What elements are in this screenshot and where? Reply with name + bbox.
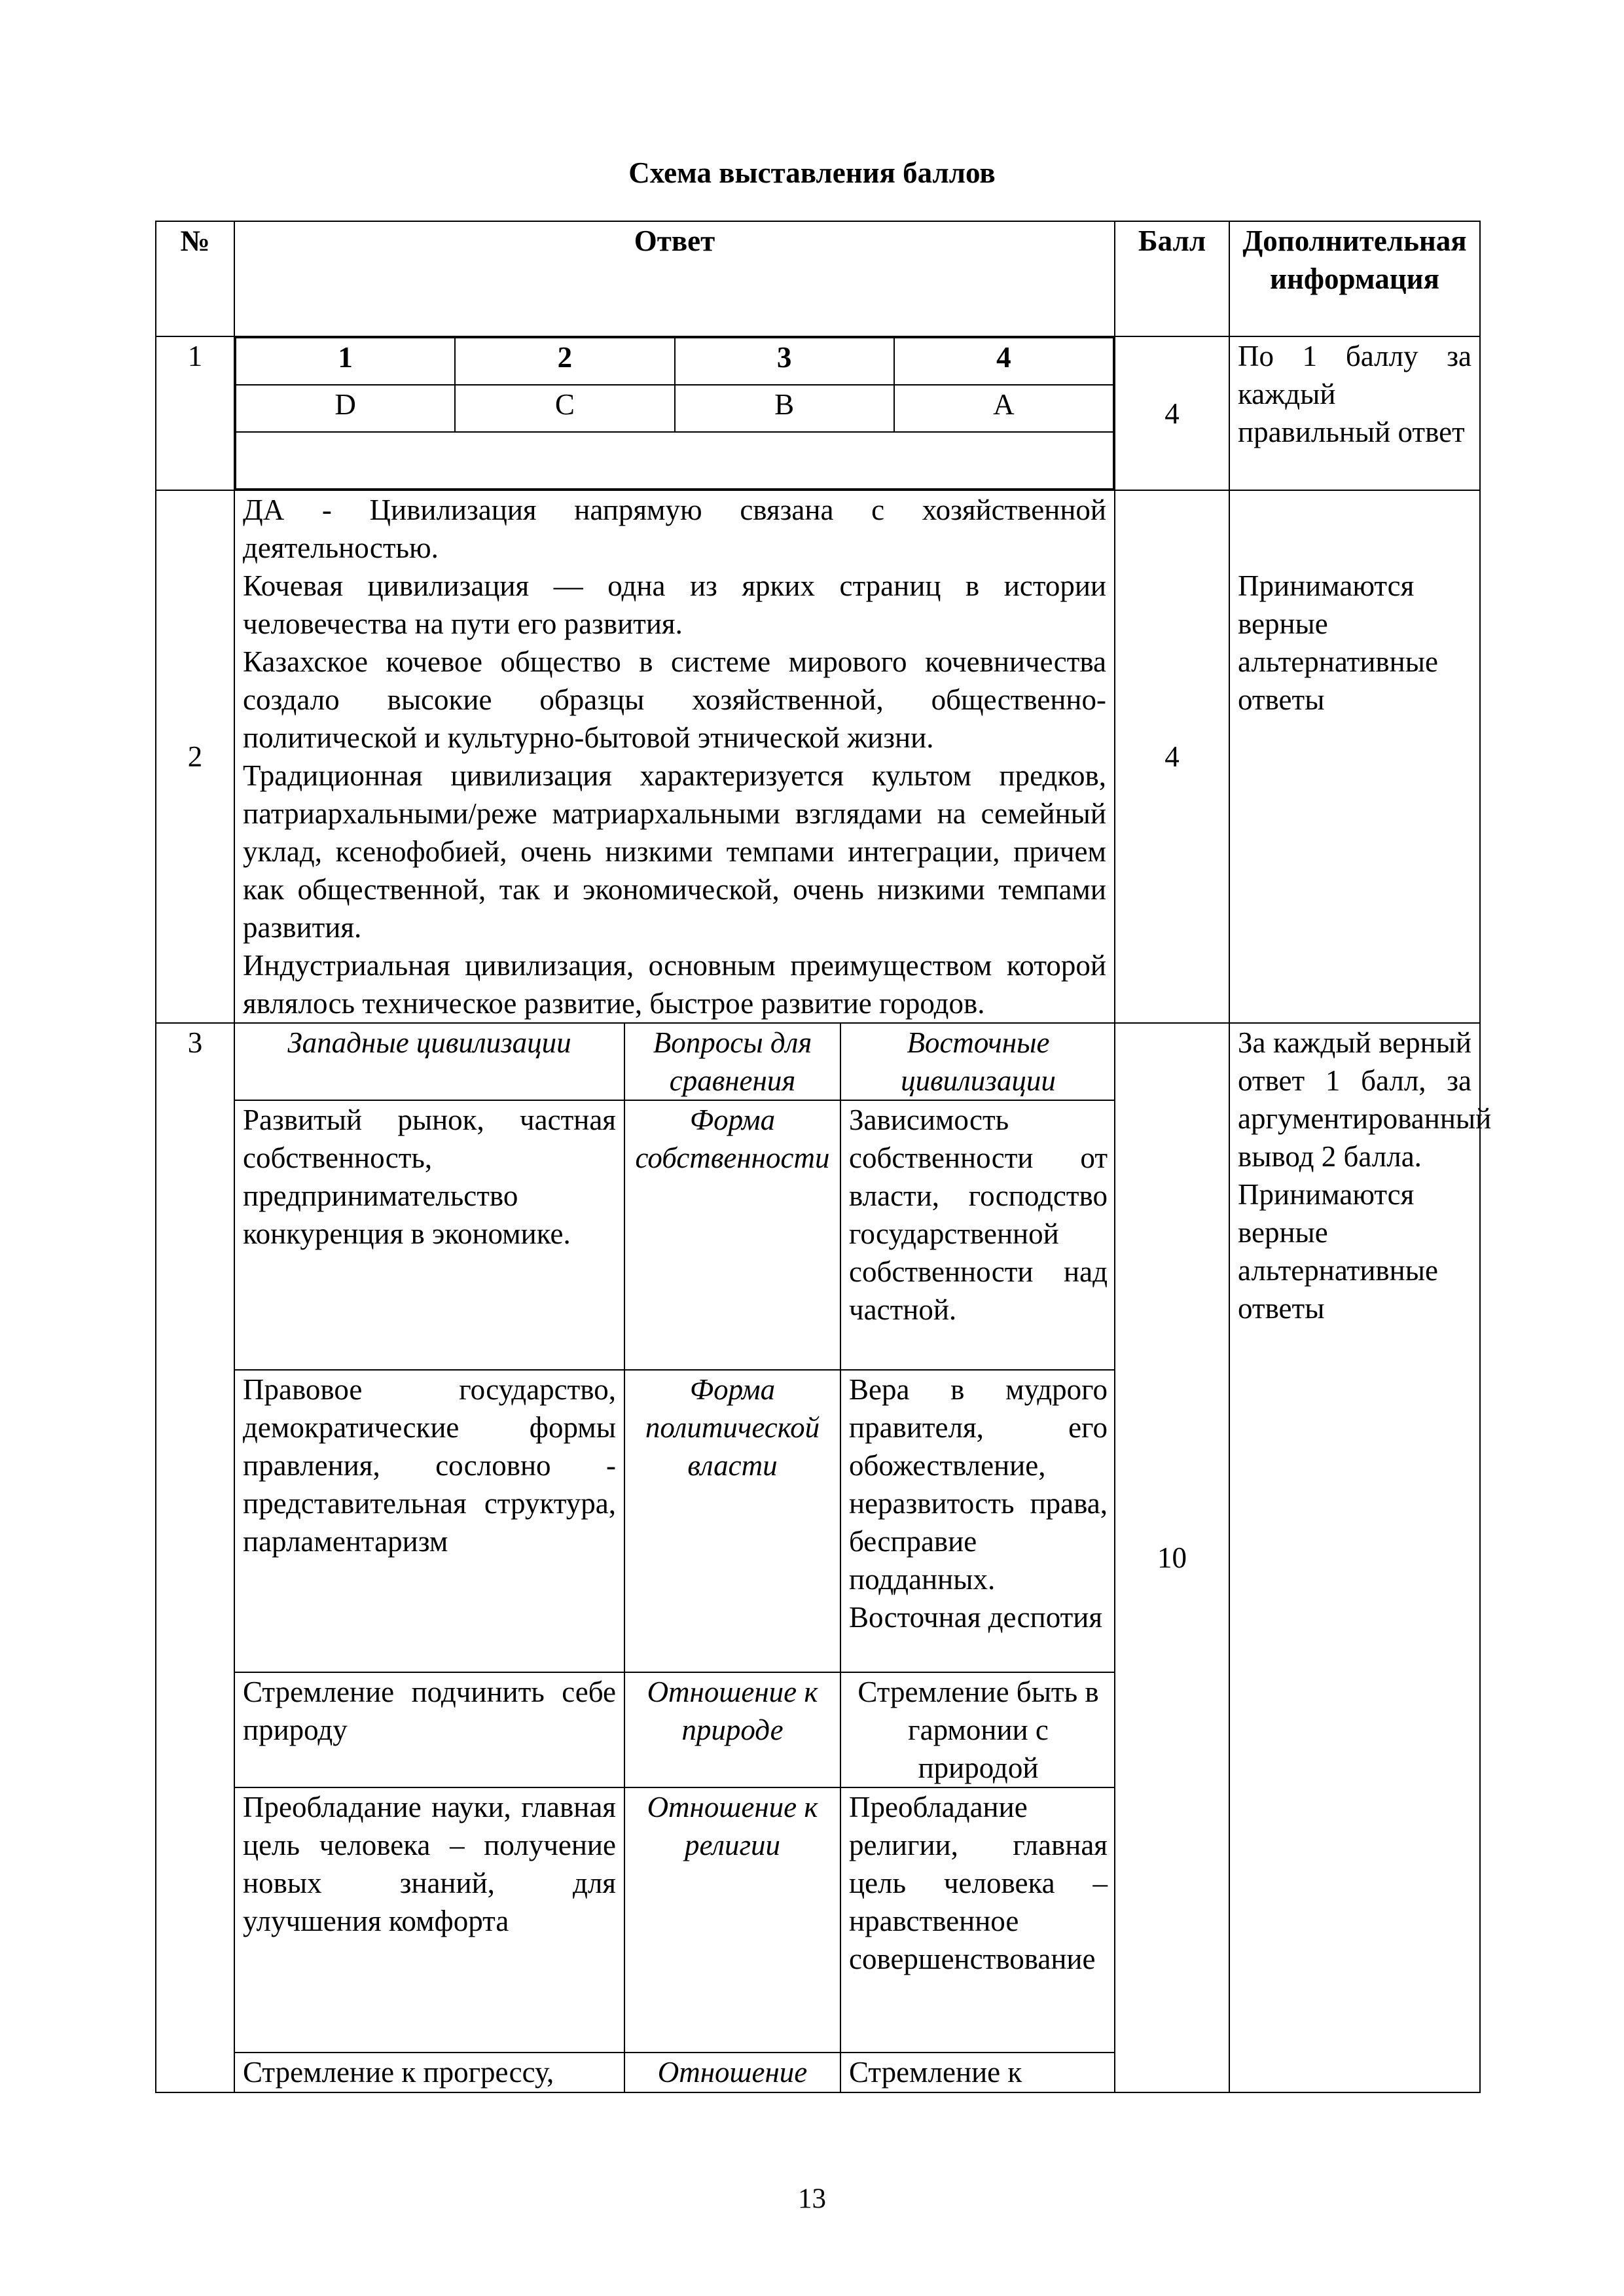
q1-empty-row (236, 432, 1113, 489)
q3-question-cell: Отношение к природе (624, 1672, 840, 1787)
q3-west-cell: Стремление к прогрессу, (235, 2053, 624, 2092)
q1-answer: B (675, 385, 894, 432)
q3-score: 10 (1115, 1023, 1229, 2092)
q3-header-questions: Вопросы для сравнения (624, 1024, 840, 1100)
q3-west-cell: Преобладание науки, главная цель человека – получение новых знаний, для улучшения комфорта (235, 1787, 624, 2053)
q1-score: 4 (1115, 336, 1229, 490)
q2-paragraph: Казахское кочевое общество в системе мирового кочевничества создало высокие образцы хозяйственной, общественно-политической и культурно-бытовой этнической жизни. (243, 645, 1106, 754)
q3-east-cell: Стремление быть в гармонии с природой (840, 1672, 1115, 1787)
q3-east-cell: Зависимость собственности от власти, господство государственной собственности над частной. (840, 1100, 1115, 1370)
q2-info: Принимаются верные альтернативные ответы (1229, 490, 1480, 1023)
q2-paragraph: ДА - Цивилизация напрямую связана с хозяйственной деятельностью. (243, 493, 1106, 564)
q2-paragraph: Кочевая цивилизация — одна из ярких страниц в истории человечества на пути его развития. (243, 569, 1106, 640)
q2-paragraph: Традиционная цивилизация характеризуется культом предков, патриархальными/реже матриархальными взглядами на семейный уклад, ксенофобией, очень низкими темпами интеграции, причем как общественной, так и экономической, очень низкими темпами развития. (243, 759, 1106, 944)
header-info: Дополнительная информация (1229, 221, 1480, 336)
question-number: 2 (156, 490, 234, 1023)
table-row-q3 (156, 1023, 1480, 2092)
q1-info: По 1 баллу за каждый правильный ответ (1229, 336, 1480, 490)
question-number: 1 (156, 336, 234, 490)
q1-answer-grid (235, 337, 1114, 490)
q1-col-label: 1 (236, 338, 455, 385)
q3-east-cell: Стремление к (840, 2053, 1115, 2092)
q3-question-cell: Форма политической власти (624, 1370, 840, 1672)
q2-paragraph: Индустриальная цивилизация, основным преимуществом которой являлось техническое развитие, быстрое развитие городов. (243, 949, 1106, 1020)
q3-header-east: Восточные цивилизации (840, 1024, 1115, 1100)
q1-col-label: 2 (455, 338, 674, 385)
q1-col-label: 4 (894, 338, 1113, 385)
q3-west-cell: Стремление подчинить себе природу (235, 1672, 624, 1787)
q3-comparison-table (235, 1024, 1115, 2092)
table-row-q2 (156, 490, 1480, 1023)
q2-score: 4 (1115, 490, 1229, 1023)
q1-answer: A (894, 385, 1113, 432)
q2-answer-cell (234, 490, 1115, 1023)
page-title: Схема выставления баллов (628, 156, 996, 189)
q1-answer: C (455, 385, 674, 432)
q3-question-cell: Отношение (624, 2053, 840, 2092)
q3-question-cell: Отношение к религии (624, 1787, 840, 2053)
header-score: Балл (1115, 221, 1229, 336)
q1-answer: D (236, 385, 455, 432)
q3-east-cell: Преобладание религии, главная цель человека – нравственное совершенствование (840, 1787, 1115, 2053)
q3-header-west: Западные цивилизации (235, 1024, 624, 1100)
table-header-row (156, 221, 1480, 336)
q3-info-text: За каждый верный ответ 1 балл, за аргументированный вывод 2 балла. (1238, 1026, 1492, 1173)
scoring-table (155, 221, 1492, 2093)
page-number: 13 (798, 2183, 826, 2214)
q1-answer-cell (234, 336, 1115, 490)
q3-west-cell: Правовое государство, демократические формы правления, сословно - представительная структура, парламентаризм (235, 1370, 624, 1672)
header-num: № (156, 221, 234, 336)
q3-east-cell: Вера в мудрого правителя, его обожествление, неразвитость права, бесправие подданных. Восточная деспотия (840, 1370, 1115, 1672)
header-answer: Ответ (234, 221, 1115, 336)
q3-answer-cell (234, 1023, 1115, 2092)
q3-question-cell: Форма собственности (624, 1100, 840, 1370)
q1-col-label: 3 (675, 338, 894, 385)
q3-info-text: Принимаются верные альтернативные ответы (1238, 1178, 1438, 1325)
question-number: 3 (156, 1023, 234, 2092)
q3-west-cell: Развитый рынок, частная собственность, предпринимательство конкуренция в экономике. (235, 1100, 624, 1370)
table-row-q1 (156, 336, 1480, 490)
q3-info-cell (1229, 1023, 1492, 2092)
